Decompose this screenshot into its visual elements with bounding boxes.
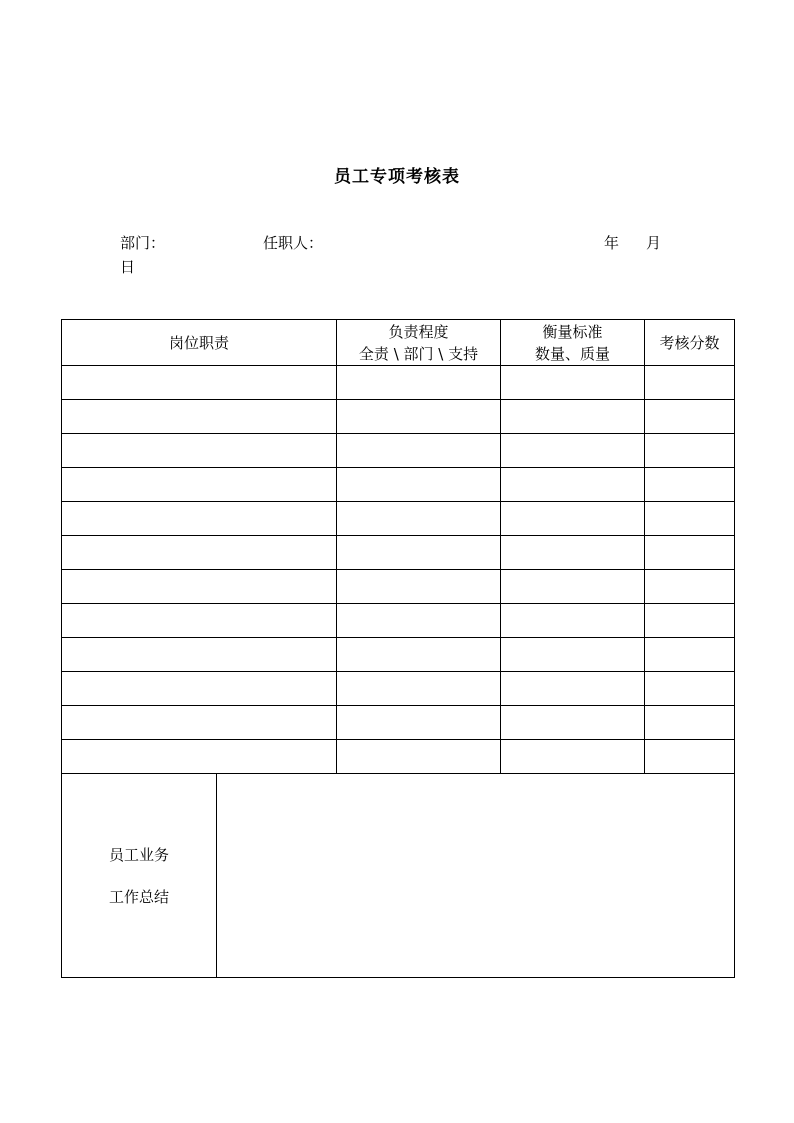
header-responsibility-line1: 负责程度 [388, 322, 449, 341]
standard-cell[interactable] [501, 468, 645, 502]
duty-cell[interactable] [62, 502, 337, 536]
day-label: 日 [120, 258, 136, 276]
standard-cell[interactable] [501, 434, 645, 468]
standard-cell[interactable] [501, 604, 645, 638]
standard-cell[interactable] [501, 536, 645, 570]
responsibility-cell[interactable] [337, 672, 501, 706]
score-cell[interactable] [645, 434, 735, 468]
duty-cell[interactable] [62, 536, 337, 570]
summary-label-cell [62, 774, 217, 978]
responsibility-cell[interactable] [337, 400, 501, 434]
duty-cell[interactable] [62, 604, 337, 638]
duty-cell[interactable] [62, 638, 337, 672]
responsibility-cell[interactable] [337, 604, 501, 638]
duty-cell[interactable] [62, 672, 337, 706]
duty-cell[interactable] [62, 468, 337, 502]
responsibility-cell[interactable] [337, 638, 501, 672]
responsibility-cell[interactable] [337, 468, 501, 502]
standard-cell[interactable] [501, 366, 645, 400]
table-row [62, 740, 735, 774]
standard-cell[interactable] [501, 706, 645, 740]
score-cell[interactable] [645, 468, 735, 502]
page-title: 员工专项考核表 [334, 167, 460, 187]
table-row [62, 400, 735, 434]
score-cell[interactable] [645, 502, 735, 536]
score-cell[interactable] [645, 366, 735, 400]
responsibility-cell[interactable] [337, 706, 501, 740]
summary-row [62, 774, 735, 978]
header-standard [501, 320, 645, 366]
table-row [62, 570, 735, 604]
table-row [62, 366, 735, 400]
table-row [62, 536, 735, 570]
standard-cell[interactable] [501, 570, 645, 604]
duty-cell[interactable] [62, 706, 337, 740]
duty-cell[interactable] [62, 570, 337, 604]
responsibility-cell[interactable] [337, 366, 501, 400]
standard-cell[interactable] [501, 740, 645, 774]
standard-cell[interactable] [501, 672, 645, 706]
score-cell[interactable] [645, 638, 735, 672]
responsibility-cell[interactable] [337, 502, 501, 536]
score-cell[interactable] [645, 536, 735, 570]
table-row [62, 604, 735, 638]
department-label: 部门： [120, 234, 166, 252]
month-label: 月 [646, 234, 662, 252]
score-cell[interactable] [645, 706, 735, 740]
score-cell[interactable] [645, 672, 735, 706]
assessment-table [61, 319, 735, 978]
table-row [62, 502, 735, 536]
header-score: 考核分数 [645, 320, 735, 366]
duty-cell[interactable] [62, 366, 337, 400]
standard-cell[interactable] [501, 638, 645, 672]
summary-label-line1: 员工业务 [108, 845, 169, 864]
summary-content-cell[interactable] [217, 774, 735, 978]
header-standard-line1: 衡量标准 [542, 322, 603, 341]
standard-cell[interactable] [501, 400, 645, 434]
summary-label-line2: 工作总结 [108, 887, 169, 906]
header-responsibility-line2: 全责 \ 部门 \ 支持 [358, 344, 479, 363]
score-cell[interactable] [645, 400, 735, 434]
table-row [62, 434, 735, 468]
table-row [62, 706, 735, 740]
responsibility-cell[interactable] [337, 570, 501, 604]
duty-cell[interactable] [62, 740, 337, 774]
duty-cell[interactable] [62, 400, 337, 434]
person-label: 任职人： [263, 234, 324, 252]
responsibility-cell[interactable] [337, 740, 501, 774]
table-row [62, 638, 735, 672]
score-cell[interactable] [645, 604, 735, 638]
table-header-row [62, 320, 735, 366]
header-responsibility [337, 320, 501, 366]
table-row [62, 468, 735, 502]
score-cell[interactable] [645, 740, 735, 774]
duty-cell[interactable] [62, 434, 337, 468]
responsibility-cell[interactable] [337, 536, 501, 570]
header-duty: 岗位职责 [62, 320, 337, 366]
year-label: 年 [604, 234, 620, 252]
standard-cell[interactable] [501, 502, 645, 536]
responsibility-cell[interactable] [337, 434, 501, 468]
table-row [62, 672, 735, 706]
score-cell[interactable] [645, 570, 735, 604]
header-standard-line2: 数量、质量 [535, 344, 611, 363]
